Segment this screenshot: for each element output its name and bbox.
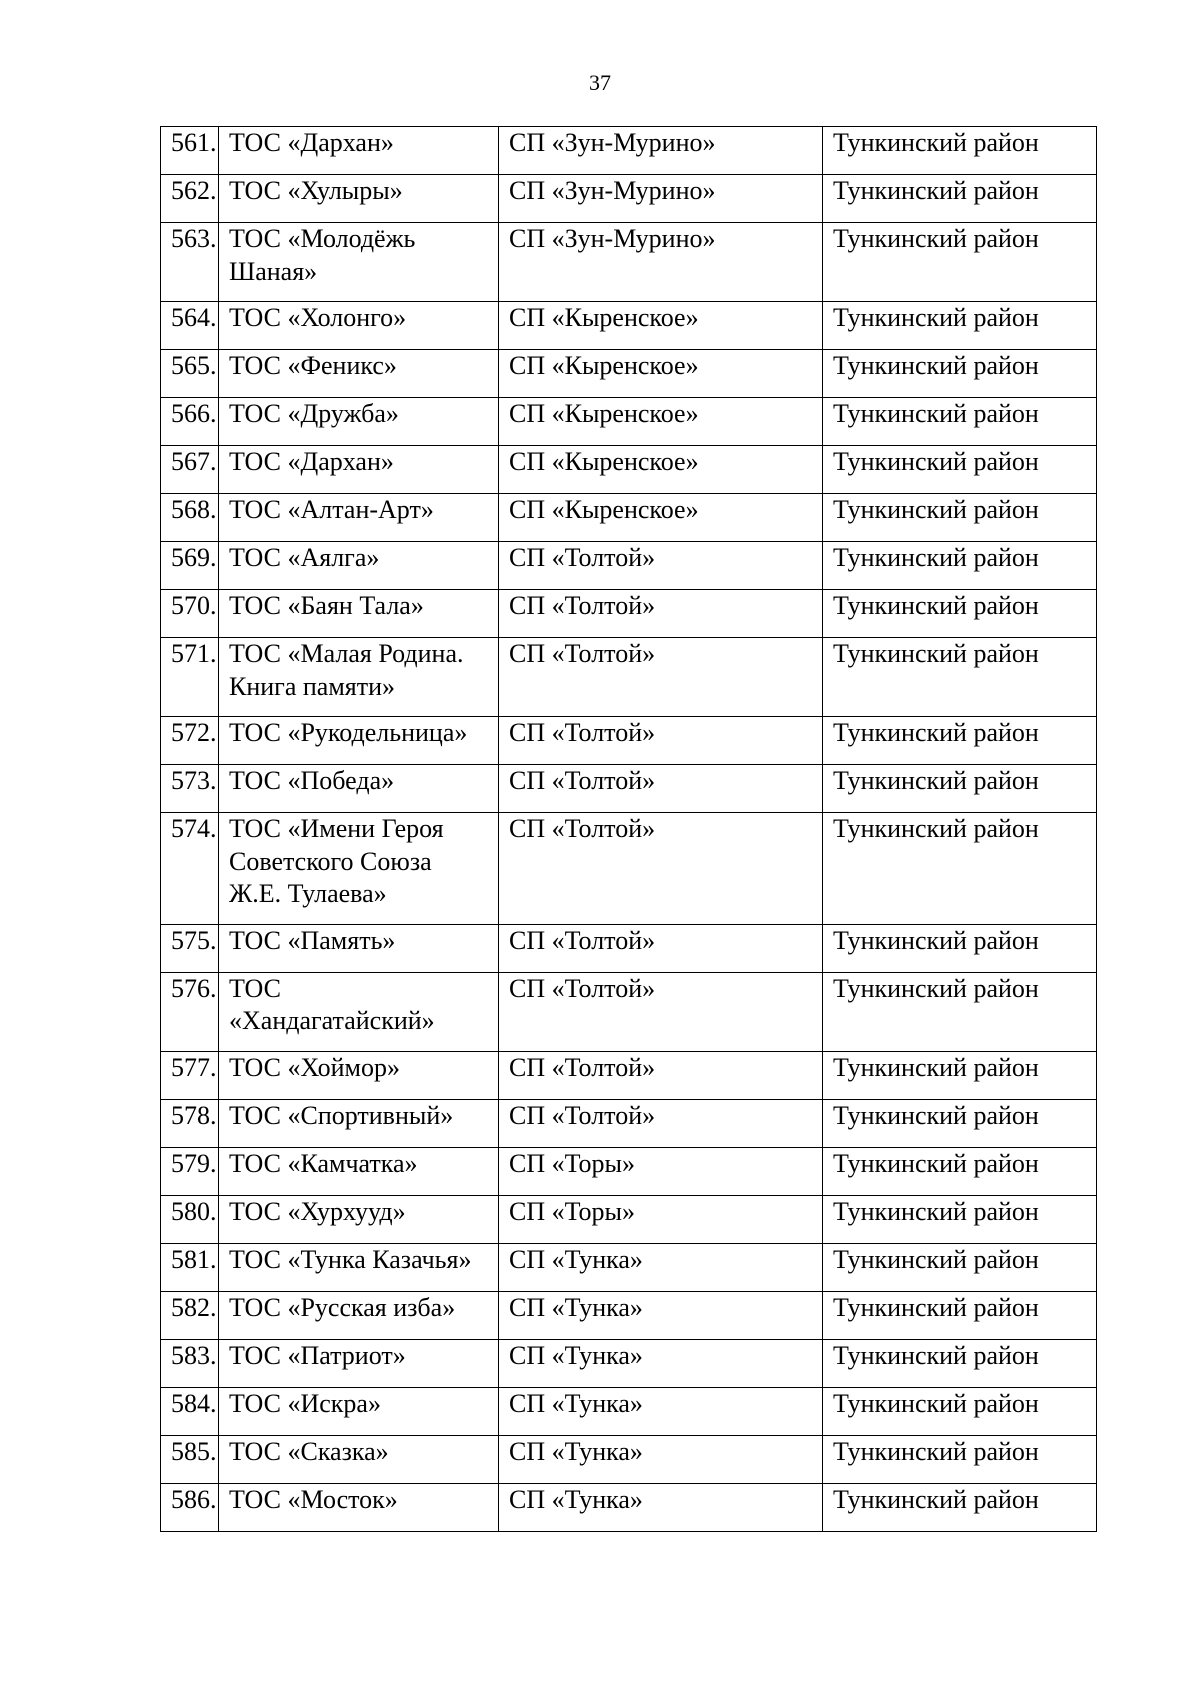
table-row <box>161 127 1097 175</box>
table-body <box>161 127 1097 1532</box>
table-row <box>161 1483 1097 1531</box>
table-row <box>161 972 1097 1051</box>
settlement-cell: СП «Зун-Мурино» <box>499 127 823 175</box>
tos-name-cell: ТОС «Алтан-Арт» <box>219 494 499 542</box>
district-cell: Тункинский район <box>823 1387 1097 1435</box>
row-number-cell: 585. <box>161 1435 219 1483</box>
row-number-cell: 566. <box>161 398 219 446</box>
tos-name-cell: ТОС «Хурхууд» <box>219 1195 499 1243</box>
district-cell: Тункинский район <box>823 972 1097 1051</box>
settlement-cell: СП «Толтой» <box>499 542 823 590</box>
row-number-cell: 586. <box>161 1483 219 1531</box>
tos-name-cell: ТОС «Победа» <box>219 765 499 813</box>
settlement-cell: СП «Торы» <box>499 1195 823 1243</box>
tos-registry-table <box>160 126 1097 1532</box>
tos-name-cell: ТОС «Патриот» <box>219 1339 499 1387</box>
table-row <box>161 590 1097 638</box>
row-number-cell: 562. <box>161 175 219 223</box>
settlement-cell: СП «Толтой» <box>499 717 823 765</box>
settlement-cell: СП «Тунка» <box>499 1387 823 1435</box>
page-number: 37 <box>589 70 611 95</box>
tos-name-cell: ТОС «Хулыры» <box>219 175 499 223</box>
district-cell: Тункинский район <box>823 1435 1097 1483</box>
district-cell: Тункинский район <box>823 1243 1097 1291</box>
district-cell: Тункинский район <box>823 494 1097 542</box>
table-row <box>161 1051 1097 1099</box>
tos-name-cell: ТОС «Хоймор» <box>219 1051 499 1099</box>
row-number-cell: 561. <box>161 127 219 175</box>
row-number-cell: 579. <box>161 1147 219 1195</box>
row-number-cell: 570. <box>161 590 219 638</box>
settlement-cell: СП «Толтой» <box>499 1051 823 1099</box>
row-number-cell: 580. <box>161 1195 219 1243</box>
row-number-cell: 581. <box>161 1243 219 1291</box>
settlement-cell: СП «Тунка» <box>499 1339 823 1387</box>
table-row <box>161 494 1097 542</box>
settlement-cell: СП «Толтой» <box>499 813 823 925</box>
table-row <box>161 717 1097 765</box>
district-cell: Тункинский район <box>823 223 1097 302</box>
settlement-cell: СП «Зун-Мурино» <box>499 175 823 223</box>
row-number-cell: 569. <box>161 542 219 590</box>
row-number-cell: 573. <box>161 765 219 813</box>
table-row <box>161 1099 1097 1147</box>
tos-name-cell: ТОС «Камчатка» <box>219 1147 499 1195</box>
table-row <box>161 1339 1097 1387</box>
tos-name-cell: ТОС «Аялга» <box>219 542 499 590</box>
district-cell: Тункинский район <box>823 813 1097 925</box>
tos-name-cell: ТОС «Молодёжь Шаная» <box>219 223 499 302</box>
tos-name-cell: ТОС «Дархан» <box>219 446 499 494</box>
district-cell: Тункинский район <box>823 1339 1097 1387</box>
table-row <box>161 223 1097 302</box>
row-number-cell: 574. <box>161 813 219 925</box>
table-row <box>161 350 1097 398</box>
district-cell: Тункинский район <box>823 542 1097 590</box>
tos-name-cell: ТОС «Память» <box>219 924 499 972</box>
table-row <box>161 446 1097 494</box>
settlement-cell: СП «Торы» <box>499 1147 823 1195</box>
settlement-cell: СП «Толтой» <box>499 590 823 638</box>
row-number-cell: 571. <box>161 638 219 717</box>
district-cell: Тункинский район <box>823 398 1097 446</box>
tos-name-cell: ТОС «Мосток» <box>219 1483 499 1531</box>
district-cell: Тункинский район <box>823 350 1097 398</box>
tos-name-cell: ТОС «Малая Родина. Книга памяти» <box>219 638 499 717</box>
district-cell: Тункинский район <box>823 1051 1097 1099</box>
tos-name-cell: ТОС «Сказка» <box>219 1435 499 1483</box>
row-number-cell: 578. <box>161 1099 219 1147</box>
settlement-cell: СП «Тунка» <box>499 1435 823 1483</box>
settlement-cell: СП «Толтой» <box>499 765 823 813</box>
tos-name-cell: ТОС «Феникс» <box>219 350 499 398</box>
row-number-cell: 565. <box>161 350 219 398</box>
table-row <box>161 175 1097 223</box>
settlement-cell: СП «Толтой» <box>499 1099 823 1147</box>
table-row <box>161 924 1097 972</box>
row-number-cell: 572. <box>161 717 219 765</box>
table-row <box>161 542 1097 590</box>
tos-name-cell: ТОС «Дружба» <box>219 398 499 446</box>
row-number-cell: 576. <box>161 972 219 1051</box>
district-cell: Тункинский район <box>823 1195 1097 1243</box>
settlement-cell: СП «Толтой» <box>499 638 823 717</box>
tos-name-cell: ТОС «Искра» <box>219 1387 499 1435</box>
district-cell: Тункинский район <box>823 1147 1097 1195</box>
district-cell: Тункинский район <box>823 924 1097 972</box>
table-row <box>161 765 1097 813</box>
row-number-cell: 583. <box>161 1339 219 1387</box>
table-row <box>161 1387 1097 1435</box>
district-cell: Тункинский район <box>823 638 1097 717</box>
tos-name-cell: ТОС «Рукодельница» <box>219 717 499 765</box>
district-cell: Тункинский район <box>823 1291 1097 1339</box>
settlement-cell: СП «Толтой» <box>499 924 823 972</box>
district-cell: Тункинский район <box>823 1099 1097 1147</box>
row-number-cell: 575. <box>161 924 219 972</box>
district-cell: Тункинский район <box>823 1483 1097 1531</box>
table-row <box>161 638 1097 717</box>
settlement-cell: СП «Кыренское» <box>499 398 823 446</box>
district-cell: Тункинский район <box>823 446 1097 494</box>
row-number-cell: 582. <box>161 1291 219 1339</box>
settlement-cell: СП «Тунка» <box>499 1483 823 1531</box>
settlement-cell: СП «Тунка» <box>499 1243 823 1291</box>
table-row <box>161 302 1097 350</box>
settlement-cell: СП «Тунка» <box>499 1291 823 1339</box>
table-row <box>161 1147 1097 1195</box>
tos-name-cell: ТОС «Дархан» <box>219 127 499 175</box>
tos-name-cell: ТОС «Холонго» <box>219 302 499 350</box>
district-cell: Тункинский район <box>823 765 1097 813</box>
district-cell: Тункинский район <box>823 127 1097 175</box>
district-cell: Тункинский район <box>823 590 1097 638</box>
settlement-cell: СП «Кыренское» <box>499 350 823 398</box>
table-row <box>161 1435 1097 1483</box>
settlement-cell: СП «Зун-Мурино» <box>499 223 823 302</box>
tos-name-cell: ТОС «Баян Тала» <box>219 590 499 638</box>
row-number-cell: 568. <box>161 494 219 542</box>
row-number-cell: 563. <box>161 223 219 302</box>
tos-name-cell: ТОС «Тунка Казачья» <box>219 1243 499 1291</box>
tos-name-cell: ТОС «Спортивный» <box>219 1099 499 1147</box>
row-number-cell: 564. <box>161 302 219 350</box>
table-row <box>161 1291 1097 1339</box>
table-row <box>161 398 1097 446</box>
settlement-cell: СП «Кыренское» <box>499 494 823 542</box>
table-row <box>161 1243 1097 1291</box>
tos-name-cell: ТОС «Хандагатайский» <box>219 972 499 1051</box>
district-cell: Тункинский район <box>823 175 1097 223</box>
settlement-cell: СП «Толтой» <box>499 972 823 1051</box>
row-number-cell: 577. <box>161 1051 219 1099</box>
table-row <box>161 813 1097 925</box>
district-cell: Тункинский район <box>823 302 1097 350</box>
district-cell: Тункинский район <box>823 717 1097 765</box>
table-row <box>161 1195 1097 1243</box>
settlement-cell: СП «Кыренское» <box>499 446 823 494</box>
row-number-cell: 567. <box>161 446 219 494</box>
settlement-cell: СП «Кыренское» <box>499 302 823 350</box>
tos-name-cell: ТОС «Русская изба» <box>219 1291 499 1339</box>
row-number-cell: 584. <box>161 1387 219 1435</box>
tos-name-cell: ТОС «Имени Героя Советского Союза Ж.Е. Тулаева» <box>219 813 499 925</box>
